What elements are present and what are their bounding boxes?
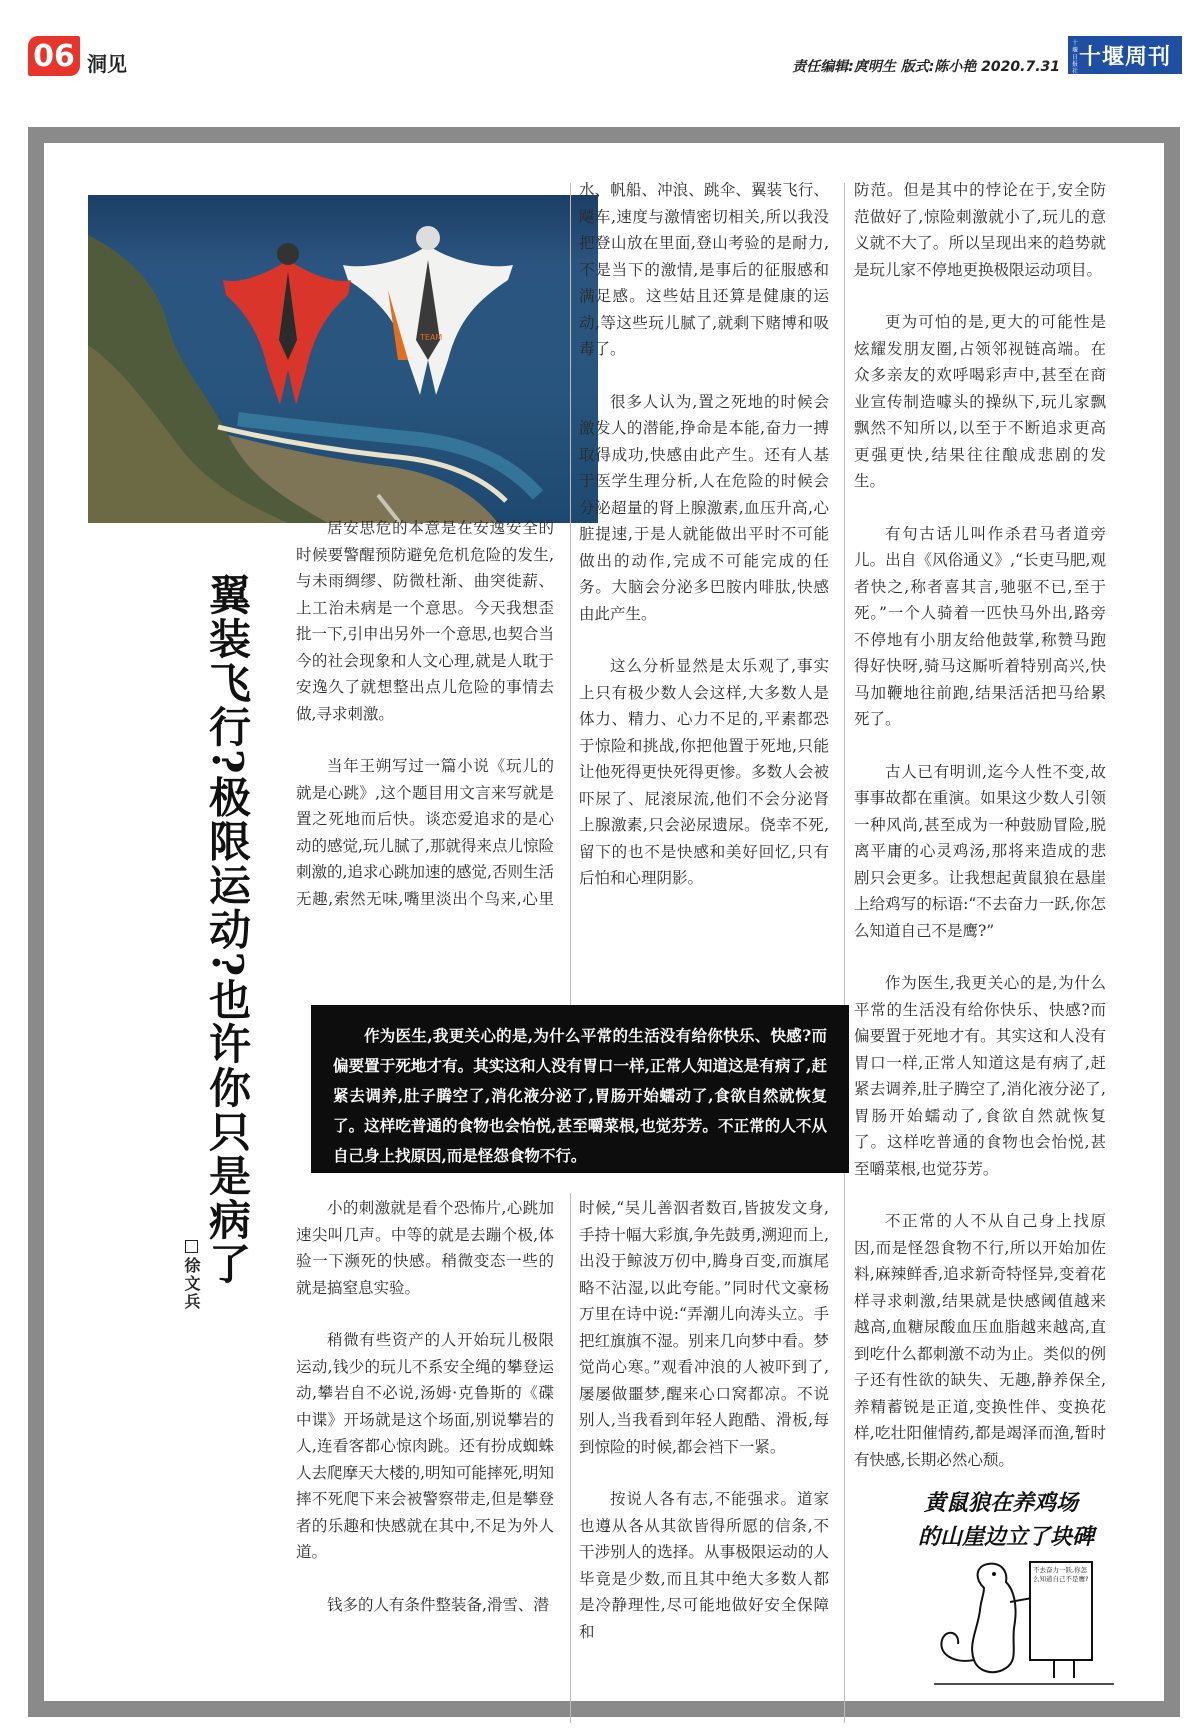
photo-illustration [88, 195, 598, 523]
cartoon-caption-2: 的山崖边立了块碑 [918, 1524, 1095, 1550]
article-title: 翼装飞行?极限运动?也许你只是病了 [203, 573, 252, 1287]
column-divider [570, 183, 571, 1051]
column-a-bottom [296, 1195, 554, 1695]
masthead-logo [1068, 36, 1182, 74]
paragraph: 时候,“吴儿善泅者数百,皆披发文身,手持十幅大彩旗,争先鼓勇,溯迎而上,出没于鲸波万仞中,腾身百变,而旗尾略不沾湿,以此夸能。”同时代文豪杨万里在诗中说:“弄潮儿向涛头立。手把红旗旗不湿。别来几向梦中看。梦觉尚心寒。”观看冲浪的人被吓到了,屡屡做噩梦,醒来心口窝都凉。不说别人,当我看到年轻人跑酷、滑板,每到惊险的时候,都会裆下一紧。 [579, 1199, 829, 1456]
section-name: 洞见 [87, 52, 127, 76]
cartoon-svg [914, 1478, 1164, 1708]
paragraph: 这么分析显然是太乐观了,事实上只有极少数人会这样,大多数人是体力、精力、心力不足的,平素都恐于惊险和挑战,你把他置于死地,只能让他死得更快死得更惨。多数人会被吓尿了、屁滚尿流,他们不会分泌肾上腺激素,只会泌尿遗尿。侥幸不死,留下的也不是快感和美好回忆,只有后怕和心理阴影。 [579, 657, 829, 887]
pull-quote [311, 1005, 849, 1173]
column-divider [570, 1193, 571, 1723]
cartoon-caption-1: 黄鼠狼在养鸡场 [924, 1490, 1079, 1516]
page-number-badge: 06 [28, 36, 80, 76]
article-panel [28, 127, 1180, 1717]
masthead-title: 十堰周刊 [1078, 43, 1171, 70]
paragraph: 不正常的人不从自己身上找原因,而是怪怨食物不行,所以开始加佐料,麻辣鲜香,追求新奇特怪异,变着花样寻求刺激,结果就是快感阈值越来越高,血糖尿酸血压血脂越来越高,直到吃什么都刺激不动为止。类似的例子还有性欲的缺失、无趣,静养保全,养精蓄锐是正道,变换性伴、变换花样,吃壮阳催情药,都是竭泽而渔,暂时有快感,长期必然心颓。 [854, 1212, 1106, 1469]
paragraph: 居安思危的本意是在安逸安全的时候要警醒预防避免危机危险的发生,与未雨绸缪、防微杜渐、曲突徙薪、上工治未病是一个意思。今天我想歪批一下,引申出另外一个意思,也契合当今的社会现象和人文心理,就是人耽于安逸久了就想整出点儿危险的事情去做,寻求刺激。 [296, 519, 554, 723]
paragraph: 更为可怕的是,更大的可能性是炫耀发朋友圈,占领邻视链高端。在众多亲友的欢呼喝彩声中,甚至在商业宣传制造噱头的操纵下,玩儿家飘飘然不知所以,以至于不断追求更高更强更快,结果往往酿成悲剧的发生。 [854, 313, 1106, 490]
paragraph: 小的刺激就是看个恐怖片,心跳加速尖叫几声。中等的就是去蹦个极,体验一下濒死的快感。稍微变态一些的就是搞窒息实验。 [296, 1199, 554, 1297]
author-name: 徐文兵 [182, 1257, 201, 1311]
wingsuit-photo [88, 195, 598, 523]
column-b-bottom [579, 1195, 829, 1695]
paragraph: 有句古话儿叫作杀君马者道旁儿。出自《风俗通义》,“长吏马肥,观者快之,称者喜其言,驰驱不已,至于死。”一个人骑着一匹快马外出,路旁不停地有小朋友给他鼓掌,称赞马跑得好快呀,骑马这厮听着特别高兴,快马加鞭地往前跑,结果活活把马给累死了。 [854, 524, 1106, 728]
paragraph: 水、帆船、冲浪、跳伞、翼装飞行、飚车,速度与激情密切相关,所以我没把登山放在里面,登山考验的是耐力,不是当下的激情,是事后的征服感和满足感。这些姑且还算是健康的运动,等这些玩儿腻了,就剩下赌博和吸毒了。 [579, 181, 829, 358]
column-b-top [579, 177, 829, 909]
paragraph: 古人已有明训,迄今人性不变,故事事故都在重演。如果这少数人引领一种风尚,甚至成为一种鼓励冒险,脱离平庸的心灵鸡汤,那将来造成的悲剧只会更多。让我想起黄鼠狼在悬崖上给鸡写的标语:“不去奋力一跃,你怎么知道自己不是鹰?” [854, 762, 1106, 940]
paragraph: 稍微有些资产的人开始玩儿极限运动,钱少的玩儿不系安全绳的攀登运动,攀岩自不必说,汤姆·克鲁斯的《碟中谍》开场就是这个场面,别说攀岩的人,连看客都心惊肉跳。还有扮成蜘蛛人去爬摩天大楼的,明知可能摔死,明知摔不死爬下来会被警察带走,但是攀登者的乐趣和快感就在其中,不足为外人道。 [296, 1331, 554, 1561]
paragraph: 按说人各有志,不能强求。道家也遵从各从其欲皆得所愿的信条,不干涉别人的选择。从事极限运动的人毕竟是少数,而且其中绝大多数人都是冷静理性,尽可能地做好安全保障和 [579, 1490, 829, 1641]
column-a-top [296, 515, 554, 907]
cartoon-illustration [914, 1478, 1164, 1708]
byline-box-icon [185, 1240, 198, 1253]
paragraph: 钱多的人有条件整装备,滑雪、潜 [327, 1595, 549, 1614]
paragraph: 作为医生,我更关心的是,为什么平常的生活没有给你快乐、快感?而偏要置于死地才有。其实这和人没有胃口一样,正常人知道这是有病了,赶紧去调养,肚子腾空了,消化液分泌了,胃肠开始蠕动了,食欲自然就恢复了。这样吃普通的食物也会怡悦,甚至嚼菜根,也觉芬芳。 [854, 974, 1106, 1178]
author-byline [180, 1240, 203, 1311]
cartoon-sign-text: 不去奋力一跃,你怎么知道自己不是鹰? [1033, 1566, 1089, 1583]
editor-credits: 责任编辑:庹明生 版式:陈小艳 2020.7.31 [792, 59, 1060, 75]
paragraph: 防范。但是其中的悖论在于,安全防范做好了,惊险刺激就小了,玩儿的意义就不大了。所以呈现出来的趋势就是玩儿家不停地更换极限运动项目。 [854, 181, 1106, 279]
pull-quote-text: 作为医生,我更关心的是,为什么平常的生活没有给你快乐、快感?而偏要置于死地才有。其实这和人没有胃口一样,正常人知道这是有病了,赶紧去调养,肚子腾空了,消化液分泌了,胃肠开始蠕动了,食欲自然就恢复了。这样吃普通的食物也会怡悦,甚至嚼菜根,也觉芬芳。不正常的人不从自己身上找原因,而是怪怨食物不行。 [333, 1026, 827, 1165]
column-divider [844, 183, 845, 1723]
article-body [44, 143, 1164, 1701]
masthead-small-text: 十堰日报社 [1072, 40, 1080, 75]
paragraph: 很多人认为,置之死地的时候会激发人的潜能,挣命是本能,奋力一搏取得成功,快感由此产生。还有人基于医学生理分析,人在危险的时候会分泌超量的肾上腺激素,血压升高,心脏提速,于是人就能做出平时不可能做出的动作,完成不可能完成的任务。大脑会分泌多巴胺内啡肽,快感由此产生。 [579, 392, 829, 623]
suit-label: TEAM [420, 333, 443, 342]
page-header [0, 0, 1200, 90]
column-c [854, 177, 1106, 1477]
paragraph: 当年王朔写过一篇小说《玩儿的就是心跳》,这个题目用文言来写就是置之死地而后快。谈恋爱追求的是心动的感觉,玩儿腻了,那就得来点儿惊险刺激的,追求心跳加速的感觉,否则生活无趣,索然无味,嘴里淡出个鸟来,心里 [296, 757, 554, 907]
